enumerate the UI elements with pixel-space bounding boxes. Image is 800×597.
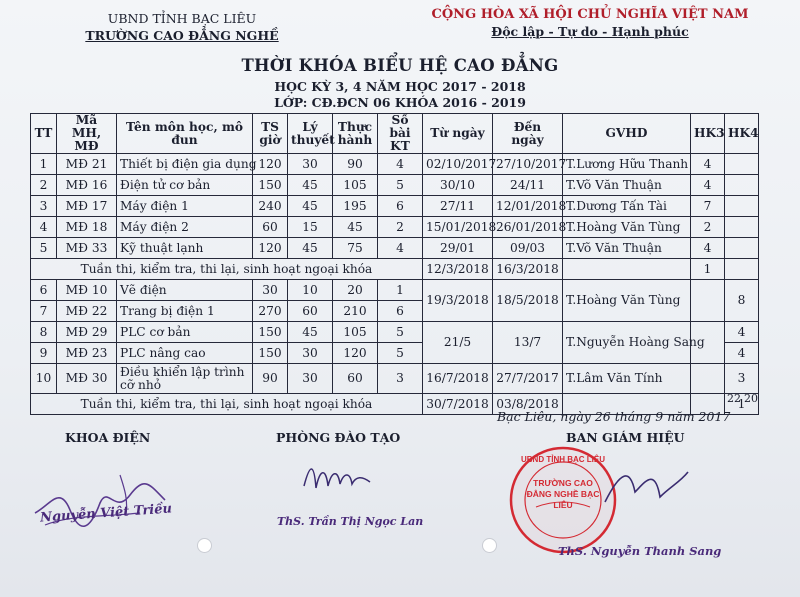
table-row — [31, 154, 759, 175]
cell-ts: 30 — [253, 280, 288, 301]
sig-left-title: KHOA ĐIỆN — [65, 430, 151, 445]
cell-th: 105 — [333, 322, 378, 343]
cell-th: 45 — [333, 217, 378, 238]
cell-kt: 5 — [378, 343, 423, 364]
group2-to: 13/7 — [493, 322, 563, 364]
cell-lt: 45 — [288, 196, 333, 217]
table-row — [31, 217, 759, 238]
punch-hole — [197, 538, 212, 553]
cell-to: 09/03 — [493, 238, 563, 259]
group1-hk4: 8 — [725, 280, 759, 322]
issue-date: Bạc Liêu, ngày 26 tháng 9 năm 2017 — [497, 409, 731, 424]
cell-gv: T.Võ Văn Thuận — [563, 238, 691, 259]
break-to: 03/8/2018 — [493, 394, 563, 415]
th-to: Đến ngày — [493, 114, 563, 154]
cell-th: 210 — [333, 301, 378, 322]
cell-lt: 45 — [288, 322, 333, 343]
cell-hk4 — [725, 238, 759, 259]
org-line2: TRƯỜNG CAO ĐẲNG NGHỀ — [85, 28, 279, 43]
group2-hk4b: 4 — [725, 343, 759, 364]
group1-to: 18/5/2018 — [493, 280, 563, 322]
group2-gv: T.Nguyễn Hoàng Sang — [563, 322, 691, 364]
cell-hk3: 4 — [691, 154, 725, 175]
cell-code: MĐ 21 — [57, 154, 117, 175]
break-to: 16/3/2018 — [493, 259, 563, 280]
sig-mid-name: ThS. Trần Thị Ngọc Lan — [277, 515, 424, 528]
org-header — [62, 10, 302, 44]
th-name: Tên môn học, mô đun — [117, 114, 253, 154]
cell-name: Thiết bị điện gia dụng — [117, 154, 253, 175]
cell-th: 195 — [333, 196, 378, 217]
cell-gv: T.Võ Văn Thuận — [563, 175, 691, 196]
break-row — [31, 259, 759, 280]
group2-hk4a: 4 — [725, 322, 759, 343]
cell-th: 90 — [333, 154, 378, 175]
cell-hk3: 4 — [691, 238, 725, 259]
th-th: Thực hành — [333, 114, 378, 154]
th-lt: Lý thuyết — [288, 114, 333, 154]
doc-class: LỚP: CĐ.ĐCN 06 KHÓA 2016 - 2019 — [274, 95, 526, 110]
seal-ring-text: UBND TỈNH BẠC LIÊU — [521, 455, 605, 464]
th-hk3: HK3 — [691, 114, 725, 154]
cell-lt: 30 — [288, 154, 333, 175]
cell-lt: 30 — [288, 343, 333, 364]
cell-ts: 150 — [253, 175, 288, 196]
cell-code: MĐ 22 — [57, 301, 117, 322]
cell-hk3: 4 — [691, 175, 725, 196]
cell-kt: 4 — [378, 154, 423, 175]
cell-code: MĐ 33 — [57, 238, 117, 259]
cell-code: MĐ 18 — [57, 217, 117, 238]
th-kt: Số bài KT — [378, 114, 423, 154]
break-from: 30/7/2018 — [423, 394, 493, 415]
break-label: Tuần thi, kiểm tra, thi lại, sinh hoạt ngoại khóa — [31, 259, 423, 280]
table-row — [31, 175, 759, 196]
cell-to: 24/11 — [493, 175, 563, 196]
cell-name: PLC nâng cao — [117, 343, 253, 364]
cell-kt: 4 — [378, 238, 423, 259]
empty-cell — [563, 259, 691, 280]
cell-kt: 3 — [378, 364, 423, 394]
cell-name: Điều khiển lập trình cỡ nhỏ — [117, 364, 253, 394]
th-ts: TS giờ — [253, 114, 288, 154]
cell-hk4 — [725, 217, 759, 238]
cell-lt: 10 — [288, 280, 333, 301]
cell-gv: T.Dương Tấn Tài — [563, 196, 691, 217]
cell-hk4 — [725, 154, 759, 175]
cell-ts: 120 — [253, 154, 288, 175]
signature-mid — [300, 458, 380, 498]
cell-ts: 150 — [253, 343, 288, 364]
signature-left — [30, 455, 170, 545]
cell-lt: 15 — [288, 217, 333, 238]
cell-code: MĐ 17 — [57, 196, 117, 217]
cell-ts: 120 — [253, 238, 288, 259]
break-hk4: 1 — [725, 394, 759, 415]
cell-ts: 150 — [253, 322, 288, 343]
cell-code: MĐ 29 — [57, 322, 117, 343]
cell-name: PLC cơ bản — [117, 322, 253, 343]
cell-th: 75 — [333, 238, 378, 259]
cell-name: Điện tử cơ bản — [117, 175, 253, 196]
doc-title: THỜI KHÓA BIỂU HỆ CAO ĐẲNG — [241, 56, 559, 75]
empty-cell — [725, 259, 759, 280]
cell-hk3: 7 — [691, 196, 725, 217]
cell-kt: 5 — [378, 175, 423, 196]
seal-center-text: TRƯỜNG CAO ĐẲNG NGHỀ BẠC LIÊU — [526, 478, 600, 510]
cell-code: MĐ 30 — [57, 364, 117, 394]
sig-mid-title: PHÒNG ĐÀO TẠO — [276, 430, 401, 445]
sig-left-name: Nguyễn Việt Triều — [39, 501, 173, 526]
cell-ts: 270 — [253, 301, 288, 322]
cell-tt: 6 — [31, 280, 57, 301]
cell-tt: 4 — [31, 217, 57, 238]
cell-to: 12/01/2018 — [493, 196, 563, 217]
cell-th: 105 — [333, 175, 378, 196]
cell-lt: 45 — [288, 238, 333, 259]
schedule-table — [30, 113, 759, 415]
cell-from: 27/11 — [423, 196, 493, 217]
cell-from: 29/01 — [423, 238, 493, 259]
cell-kt: 6 — [378, 196, 423, 217]
group1-from: 19/3/2018 — [423, 280, 493, 322]
cell-th: 60 — [333, 364, 378, 394]
cell-th: 20 — [333, 280, 378, 301]
nation-line1: CỘNG HÒA XÃ HỘI CHỦ NGHĨA VIỆT NAM — [431, 7, 749, 22]
cell-name: Vẽ điện — [117, 280, 253, 301]
cell-to: 26/01/2018 — [493, 217, 563, 238]
cell-name: Máy điện 2 — [117, 217, 253, 238]
break-label: Tuần thi, kiểm tra, thi lại, sinh hoạt ngoại khóa — [31, 394, 423, 415]
break-from: 12/3/2018 — [423, 259, 493, 280]
empty-cell — [691, 364, 725, 394]
punch-hole — [482, 538, 497, 553]
cell-code: MĐ 16 — [57, 175, 117, 196]
cell-name: Kỹ thuật lạnh — [117, 238, 253, 259]
cell-th: 120 — [333, 343, 378, 364]
group2-from: 21/5 — [423, 322, 493, 364]
cell-lt: 60 — [288, 301, 333, 322]
cell-hk3: 2 — [691, 217, 725, 238]
cell-name: Trang bị điện 1 — [117, 301, 253, 322]
table-row — [31, 364, 759, 394]
cell-code: MĐ 23 — [57, 343, 117, 364]
cell-lt: 45 — [288, 175, 333, 196]
sig-right-title: BAN GIÁM HIỆU — [566, 430, 685, 445]
th-tt: TT — [31, 114, 57, 154]
nation-header — [400, 6, 780, 40]
cell-kt: 2 — [378, 217, 423, 238]
nation-line2: Độc lập - Tự do - Hạnh phúc — [491, 24, 689, 39]
group1-gv: T.Hoàng Văn Tùng — [563, 280, 691, 322]
cell-lt: 30 — [288, 364, 333, 394]
table-row — [31, 322, 759, 343]
cell-to: 27/7/2017 — [493, 364, 563, 394]
th-hk4: HK4 — [725, 114, 759, 154]
cell-to: 27/10/2017 — [493, 154, 563, 175]
cell-tt: 9 — [31, 343, 57, 364]
cell-code: MĐ 10 — [57, 280, 117, 301]
total-hk4: 20 — [744, 392, 758, 405]
cell-from: 30/10 — [423, 175, 493, 196]
table-header-row — [31, 114, 759, 154]
cell-from: 15/01/2018 — [423, 217, 493, 238]
cell-gv: T.Lương Hữu Thanh — [563, 154, 691, 175]
cell-ts: 90 — [253, 364, 288, 394]
table-row — [31, 280, 759, 301]
break-hk3: 1 — [691, 259, 725, 280]
doc-term: HỌC KỲ 3, 4 NĂM HỌC 2017 - 2018 — [274, 79, 526, 94]
cell-tt: 7 — [31, 301, 57, 322]
cell-hk4 — [725, 175, 759, 196]
cell-kt: 1 — [378, 280, 423, 301]
cell-from: 16/7/2018 — [423, 364, 493, 394]
th-code: Mã MH, MĐ — [57, 114, 117, 154]
th-gv: GVHD — [563, 114, 691, 154]
cell-ts: 240 — [253, 196, 288, 217]
cell-ts: 60 — [253, 217, 288, 238]
cell-gv: T.Lâm Văn Tính — [563, 364, 691, 394]
table-row — [31, 238, 759, 259]
cell-hk4 — [725, 196, 759, 217]
cell-kt: 6 — [378, 301, 423, 322]
cell-name: Máy điện 1 — [117, 196, 253, 217]
signature-right — [600, 462, 690, 512]
cell-from: 02/10/2017 — [423, 154, 493, 175]
cell-tt: 5 — [31, 238, 57, 259]
cell-tt: 10 — [31, 364, 57, 394]
cell-tt: 1 — [31, 154, 57, 175]
cell-tt: 8 — [31, 322, 57, 343]
total-hk3: 22 — [727, 392, 741, 405]
cell-tt: 3 — [31, 196, 57, 217]
empty-cell — [691, 280, 725, 322]
table-row — [31, 196, 759, 217]
th-from: Từ ngày — [423, 114, 493, 154]
org-line1: UBND TỈNH BẠC LIÊU — [107, 11, 257, 26]
cell-hk4: 3 — [725, 364, 759, 394]
cell-gv: T.Hoàng Văn Tùng — [563, 217, 691, 238]
sig-right-name: ThS. Nguyễn Thanh Sang — [558, 544, 722, 558]
cell-kt: 5 — [378, 322, 423, 343]
cell-tt: 2 — [31, 175, 57, 196]
